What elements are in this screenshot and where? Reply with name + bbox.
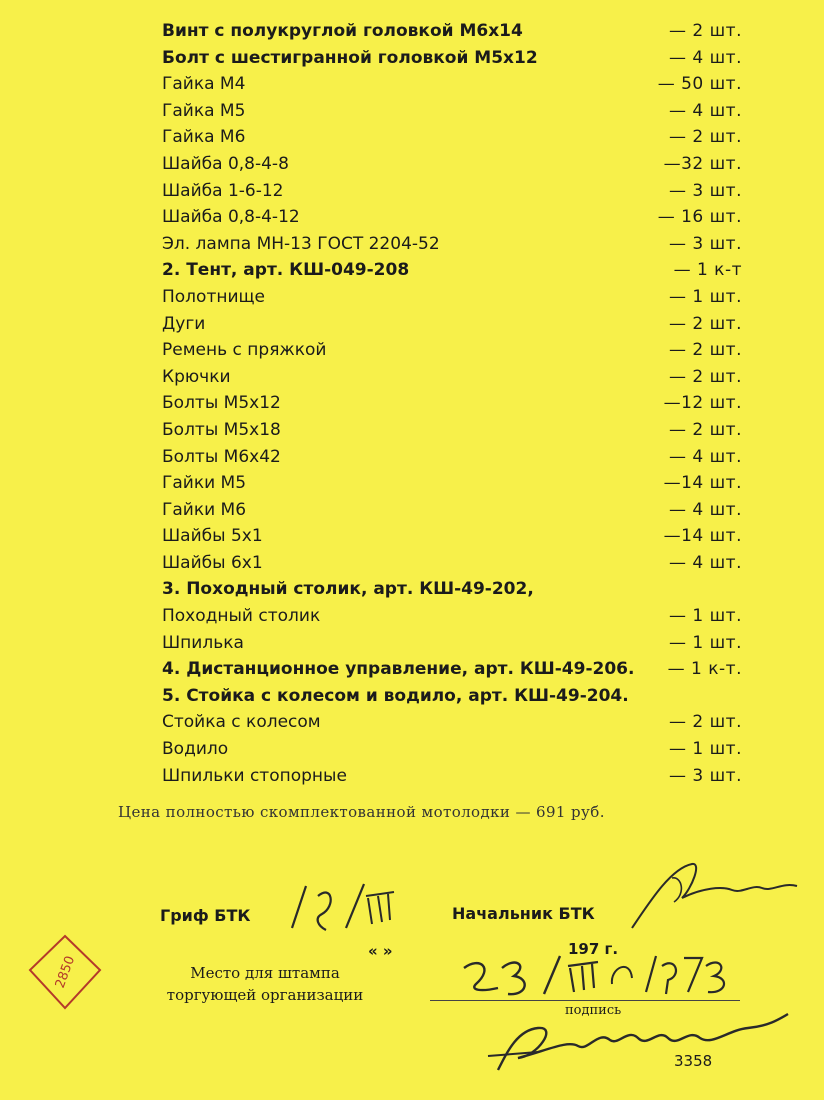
item-name: 5. Стойка с колесом и водило, арт. КШ-49-204. xyxy=(162,685,629,706)
item-name: Гайка М4 xyxy=(162,74,246,95)
item-name: Водило xyxy=(162,739,229,760)
item-name: 4. Дистанционное управление, арт. КШ-49-206. xyxy=(162,659,635,680)
item-name: Болт с шестигранной головкой М5х12 xyxy=(162,47,538,68)
list-item xyxy=(162,18,752,45)
item-quantity: — 4 шт. xyxy=(669,446,742,467)
item-quantity: —14 шт. xyxy=(663,473,742,494)
item-name: Шайбы 5х1 xyxy=(162,526,263,547)
list-item xyxy=(162,45,752,72)
list-item xyxy=(162,204,752,231)
item-quantity: — 2 шт. xyxy=(669,21,742,41)
item-name: Эл. лампа МН-13 ГОСТ 2204-52 xyxy=(162,233,440,254)
item-quantity: — 1 шт. xyxy=(669,286,742,307)
document-number: 3358 xyxy=(674,1052,713,1070)
item-quantity: — 1 к-т. xyxy=(667,659,742,680)
item-quantity: — 1 шт. xyxy=(669,632,742,653)
item-quantity: — 1 шт. xyxy=(669,739,742,760)
item-quantity: —14 шт. xyxy=(663,526,742,547)
list-item xyxy=(162,337,752,364)
section-heading-row xyxy=(162,257,752,284)
signature-label: подпись xyxy=(565,1003,622,1018)
item-quantity: — 3 шт. xyxy=(669,233,742,254)
svg-text:2850: 2850 xyxy=(52,954,79,991)
list-item xyxy=(162,444,752,471)
section-heading-row xyxy=(162,576,752,603)
list-item xyxy=(162,151,752,178)
handwritten-signature xyxy=(478,1000,798,1080)
list-item xyxy=(162,603,752,630)
item-name: 3. Походный столик, арт. КШ-49-202, xyxy=(162,579,534,600)
list-item xyxy=(162,497,752,524)
item-quantity: — 4 шт. xyxy=(669,47,742,68)
item-name: Ремень с пряжкой xyxy=(162,340,327,361)
section-heading-row xyxy=(162,656,752,683)
list-item xyxy=(162,763,752,790)
list-item xyxy=(162,311,752,338)
item-name: Дуги xyxy=(162,313,206,334)
item-name: Гайки М6 xyxy=(162,499,247,520)
item-name: Гайка М6 xyxy=(162,127,246,148)
item-quantity: — 1 шт. xyxy=(669,606,742,627)
list-item xyxy=(162,124,752,151)
list-item xyxy=(162,231,752,258)
item-quantity: — 2 шт. xyxy=(669,127,742,148)
item-quantity: — 2 шт. xyxy=(669,419,742,440)
item-quantity: — 3 шт. xyxy=(669,765,742,786)
price-line: Цена полностью скомплектованной мотолодки — 691 руб. xyxy=(118,803,605,821)
item-name: Шайба 0,8-4-12 xyxy=(162,207,300,228)
item-name: Гайки М5 xyxy=(162,473,247,494)
item-name: Шайба 1-6-12 xyxy=(162,180,284,201)
item-name: Винт с полукруглой головкой М6х14 xyxy=(162,21,523,41)
parts-list xyxy=(162,18,752,789)
list-item xyxy=(162,71,752,98)
list-item xyxy=(162,178,752,205)
item-quantity: — 3 шт. xyxy=(669,180,742,201)
grif-handwritten-mark xyxy=(284,878,404,934)
section-heading-row xyxy=(162,683,752,710)
list-item xyxy=(162,709,752,736)
item-quantity: — 2 шт. xyxy=(669,313,742,334)
item-quantity: — 2 шт. xyxy=(669,712,742,733)
list-item xyxy=(162,284,752,311)
item-name: Полотнище xyxy=(162,286,265,307)
item-quantity: — 4 шт. xyxy=(669,499,742,520)
item-name: Походный столик xyxy=(162,606,321,627)
list-item xyxy=(162,470,752,497)
item-name: Болты М5х18 xyxy=(162,419,281,440)
item-name: Болты М6х42 xyxy=(162,446,281,467)
boss-label: Начальник БТК xyxy=(452,904,595,923)
item-name: Шпилька xyxy=(162,632,244,653)
list-item xyxy=(162,390,752,417)
grif-label: Гриф БТК xyxy=(160,906,251,925)
item-name: Крючки xyxy=(162,366,231,387)
item-name: 2. Тент, арт. КШ-049-208 xyxy=(162,260,410,281)
item-name: Гайка М5 xyxy=(162,100,246,121)
item-quantity: —12 шт. xyxy=(663,393,742,414)
handwritten-date xyxy=(450,948,740,1004)
list-item xyxy=(162,523,752,550)
item-quantity: — 16 шт. xyxy=(657,207,742,228)
item-name: Шайба 0,8-4-8 xyxy=(162,153,289,174)
item-quantity: — 4 шт. xyxy=(669,100,742,121)
list-item xyxy=(162,98,752,125)
item-quantity: — 2 шт. xyxy=(669,366,742,387)
item-name: Шпильки стопорные xyxy=(162,765,347,786)
list-item xyxy=(162,550,752,577)
item-name: Стойка с колесом xyxy=(162,712,321,733)
list-item xyxy=(162,417,752,444)
item-quantity: — 2 шт. xyxy=(669,340,742,361)
item-name: Болты М5х12 xyxy=(162,393,281,414)
item-name: Шайбы 6х1 xyxy=(162,552,263,573)
list-item xyxy=(162,630,752,657)
item-quantity: —32 шт. xyxy=(663,153,742,174)
item-quantity: — 50 шт. xyxy=(657,74,742,95)
list-item xyxy=(162,364,752,391)
stamp-place-label: Место для штампа торгующей организации xyxy=(166,964,364,1004)
list-item xyxy=(162,736,752,763)
item-quantity: — 4 шт. xyxy=(669,552,742,573)
seal-stamp xyxy=(22,930,108,1016)
year-template: 197 г. xyxy=(568,940,619,958)
date-quotes: « » xyxy=(368,942,393,960)
boss-signature xyxy=(612,858,812,938)
item-quantity: — 1 к-т xyxy=(673,260,742,281)
